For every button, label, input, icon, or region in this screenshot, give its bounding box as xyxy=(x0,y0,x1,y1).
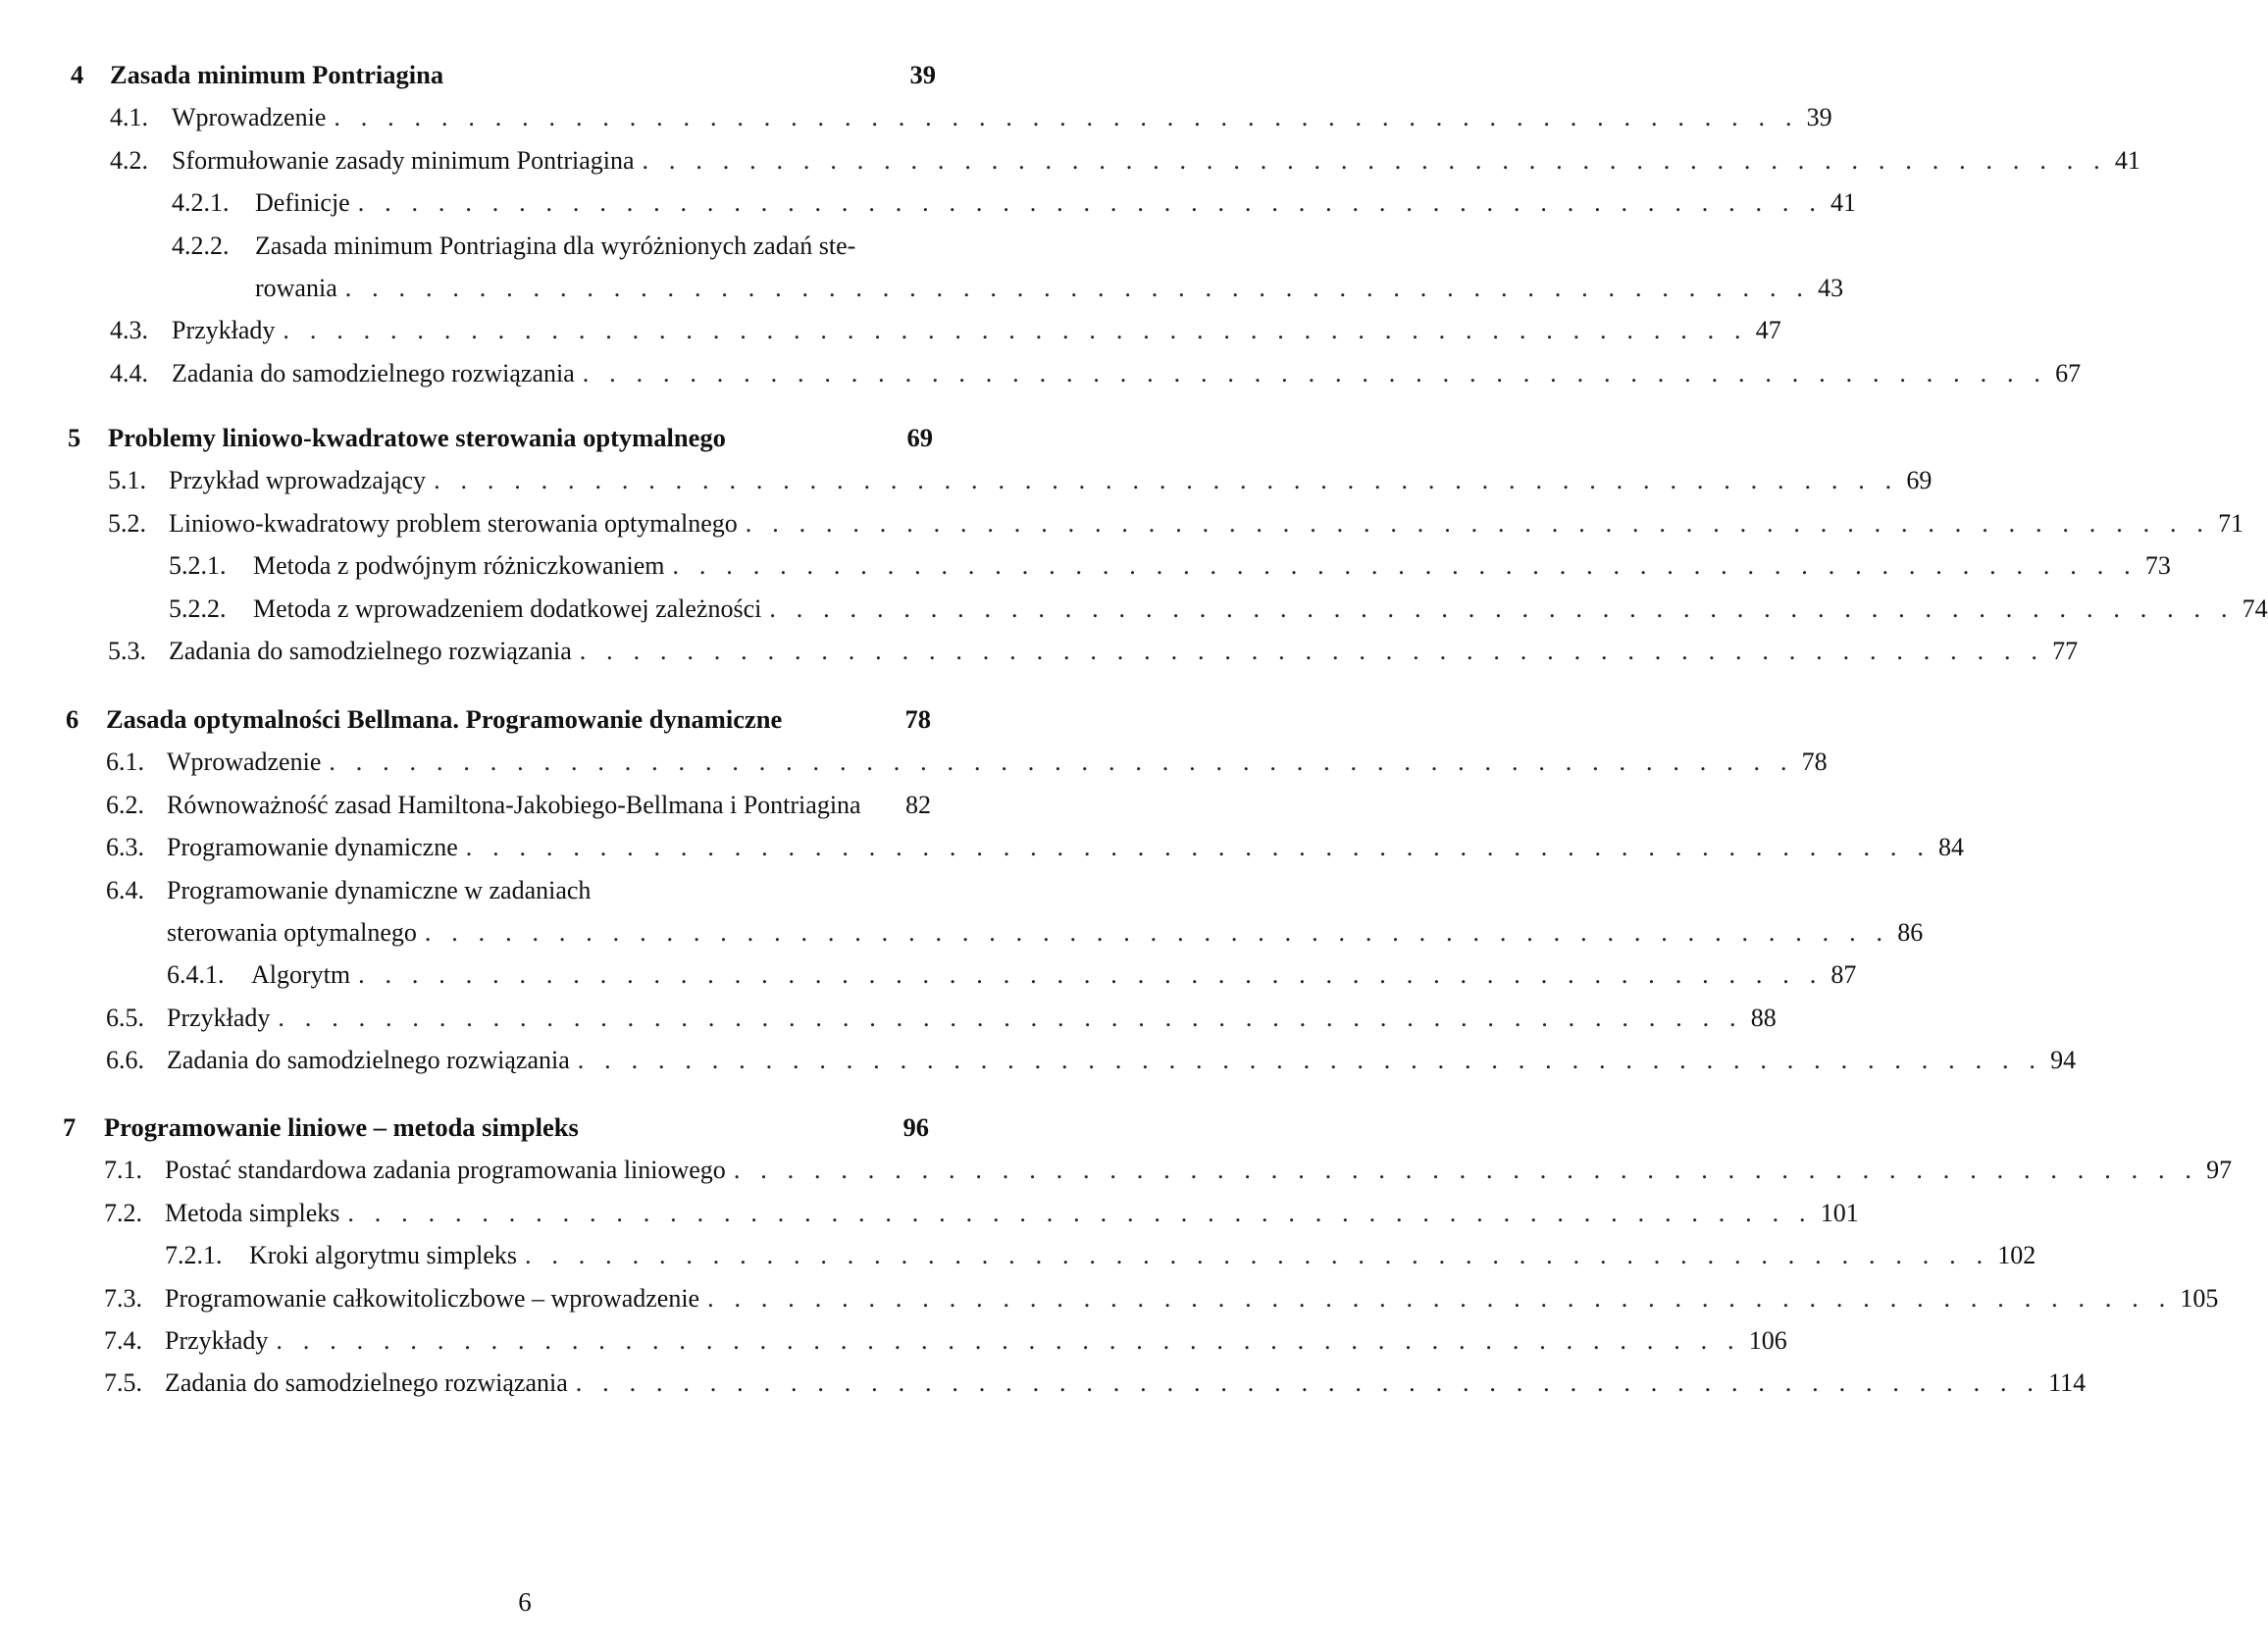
chapter-heading[interactable] xyxy=(66,705,931,735)
toc-entry[interactable] xyxy=(108,466,1933,496)
dot-leader: . . . . . . . . . . . . . . . . . . . . . . . . . . . . . . . . . . . . . . . . . . . . . . . . . . . . . . . xyxy=(358,960,1824,990)
page-ref: 73 xyxy=(2144,551,2171,581)
page-ref: 88 xyxy=(1750,1003,1777,1032)
entry-number: 4.1. xyxy=(110,103,148,132)
entry-number: 6.5. xyxy=(106,1003,144,1032)
dot-leader: . . . . . . . . . . . . . . . . . . . . . . . . . . . . . . . . . . . . . . . . . . . . . . . . . . . . . . . xyxy=(424,918,1890,947)
page-ref: 94 xyxy=(2050,1046,2077,1075)
entry-title: Metoda z podwójnym różniczkowaniem xyxy=(253,551,665,581)
entry-number: 7.3. xyxy=(104,1283,142,1313)
page-ref: 101 xyxy=(1820,1198,1859,1227)
page-ref: 86 xyxy=(1897,918,1924,947)
toc-entry[interactable] xyxy=(169,551,2171,582)
entry-number: 5.2. xyxy=(108,508,146,538)
dot-leader: . . . . . . . . . . . . . . . . . . . . . . . . . . . . . . . . . . . . . . . . . . . . . . . . . . . . . . . xyxy=(347,1198,1813,1227)
entry-number: 7.4. xyxy=(104,1326,142,1355)
chapter-heading[interactable] xyxy=(71,61,936,90)
entry-title: Postać standardowa zadania programowania liniowego xyxy=(165,1156,726,1185)
toc-entry[interactable] xyxy=(110,103,1832,133)
toc-entry[interactable] xyxy=(106,1003,1777,1034)
toc-entry[interactable] xyxy=(106,877,931,906)
toc-entry[interactable] xyxy=(106,792,931,821)
entry-number: 4.2.1. xyxy=(172,188,230,218)
entry-number: 4.2. xyxy=(110,145,148,175)
page-ref: 39 xyxy=(1806,103,1832,132)
toc-entry[interactable] xyxy=(165,1241,2036,1271)
entry-number: 7.2. xyxy=(104,1198,142,1227)
dot-leader: . . . . . . . . . . . . . . . . . . . . . . . . . . . . . . . . . . . . . . . . . . . . . . . . . . . . . . . xyxy=(357,188,1824,218)
toc-entry[interactable] xyxy=(169,593,2268,625)
toc-entry[interactable] xyxy=(108,508,2244,540)
entry-title: Przykłady xyxy=(167,1003,271,1032)
page-ref: 67 xyxy=(2055,358,2082,387)
toc-entry[interactable] xyxy=(106,748,1828,778)
toc-entry[interactable] xyxy=(108,637,2079,667)
dot-leader: . . . . . . . . . . . . . . . . . . . . . . . . . . . . . . . . . . . . . . . . . . . . . . . . . . . . . . . xyxy=(524,1241,1990,1270)
entry-title: sterowania optymalnego xyxy=(167,918,417,947)
dot-leader: . . . . . . . . . . . . . . . . . . . . . . . . . . . . . . . . . . . . . . . . . . . . . . . . . . . . . . . xyxy=(707,1283,2173,1313)
toc-entry[interactable] xyxy=(110,145,2140,177)
toc-entry[interactable] xyxy=(110,316,1781,346)
page-ref: 84 xyxy=(1938,833,1965,862)
entry-title: Metoda z wprowadzeniem dodatkowej zależności xyxy=(253,593,762,623)
entry-number: 4.3. xyxy=(110,316,148,345)
toc-entry[interactable] xyxy=(110,358,2082,389)
page-ref: 114 xyxy=(2048,1368,2087,1398)
entry-title: Zasada minimum Pontriagina dla wyróżnionych zadań ste- xyxy=(255,231,856,260)
entry-number: 7.1. xyxy=(104,1156,142,1185)
entry-title: Wprowadzenie xyxy=(167,748,322,777)
page-ref: 78 xyxy=(904,704,931,734)
entry-title: Metoda simpleks xyxy=(165,1198,340,1227)
entry-title: Przykłady xyxy=(165,1326,269,1355)
toc-entry[interactable] xyxy=(104,1326,1787,1357)
dot-leader: . . . . . . . . . . . . . . . . . . . . . . . . . . . . . . . . . . . . . . . . . . . . . . . . . . . . . . . xyxy=(434,466,1899,495)
chapter-title: Zasada minimum Pontriagina xyxy=(110,60,444,89)
dot-leader: . . . . . . . . . . . . . . . . . . . . . . . . . . . . . . . . . . . . . . . . . . . . . . . . . . . . . . . xyxy=(329,748,1794,777)
page-ref: 71 xyxy=(2218,508,2244,538)
dot-leader: . . . . . . . . . . . . . . . . . . . . . . . . . . . . . . . . . . . . . . . . . . . . . . . . . . . . . . . xyxy=(278,1003,1743,1032)
entry-number: 7.2.1. xyxy=(165,1241,223,1270)
entry-title: Zadania do samodzielnego rozwiązania xyxy=(165,1368,568,1398)
entry-number: 6.1. xyxy=(106,748,144,777)
entry-title: Kroki algorytmu simpleks xyxy=(249,1241,517,1270)
page-ref: 47 xyxy=(1755,316,1781,345)
entry-number: 7 xyxy=(63,1112,77,1142)
entry-number: 6.4.1. xyxy=(167,960,225,990)
page-ref: 82 xyxy=(905,790,931,819)
entry-number: 6.6. xyxy=(106,1046,144,1075)
entry-title: Algorytm xyxy=(251,960,351,990)
entry-number: 4 xyxy=(71,60,84,89)
toc-entry[interactable] xyxy=(104,1283,2219,1315)
dot-leader: . . . . . . . . . . . . . . . . . . . . . . . . . . . . . . . . . . . . . . . . . . . . . . . . . . . . . . . xyxy=(344,274,1811,302)
chapter-heading[interactable] xyxy=(63,1113,929,1143)
entry-title: Przykłady xyxy=(172,316,276,345)
page-ref: 74 xyxy=(2242,593,2268,623)
dot-leader: . . . . . . . . . . . . . . . . . . . . . . . . . . . . . . . . . . . . . . . . . . . . . . . . . . . . . . . xyxy=(276,1326,1741,1355)
dot-leader: . . . . . . . . . . . . . . . . . . . . . . . . . . . . . . . . . . . . . . . . . . . . . . . . . . . . . . . xyxy=(334,103,1799,132)
entry-title: Przykład wprowadzający xyxy=(169,466,427,495)
entry-number: 5.2.2. xyxy=(169,593,227,623)
toc-entry[interactable] xyxy=(106,833,1965,863)
chapter-title: Problemy liniowo-kwadratowe sterowania optymalnego xyxy=(108,423,726,452)
entry-title: Zadania do samodzielnego rozwiązania xyxy=(172,358,575,387)
entry-number: 5.1. xyxy=(108,466,146,495)
entry-number: 6 xyxy=(66,704,79,734)
toc-entry[interactable] xyxy=(104,1156,2233,1186)
chapter-title: Programowanie liniowe – metoda simpleks xyxy=(104,1112,579,1142)
entry-title: Sformułowanie zasady minimum Pontriagina xyxy=(172,145,635,175)
page-ref: 43 xyxy=(1818,274,1844,302)
page-ref: 77 xyxy=(2052,637,2079,665)
dot-leader: . . . . . . . . . . . . . . . . . . . . . . . . . . . . . . . . . . . . . . . . . . . . . . . . . . . . . . . xyxy=(769,593,2235,623)
dot-leader: . . . . . . . . . . . . . . . . . . . . . . . . . . . . . . . . . . . . . . . . . . . . . . . . . . . . . . . xyxy=(465,833,1932,862)
chapter-heading[interactable] xyxy=(68,424,933,453)
entry-title: Liniowo-kwadratowy problem sterowania optymalnego xyxy=(169,508,738,538)
page-ref: 41 xyxy=(2114,145,2140,175)
toc-entry[interactable] xyxy=(104,1368,2087,1399)
dot-leader: . . . . . . . . . . . . . . . . . . . . . . . . . . . . . . . . . . . . . . . . . . . . . . . . . . . . . . . xyxy=(642,145,2107,175)
entry-number: 6.4. xyxy=(106,875,144,904)
toc-entry[interactable] xyxy=(167,960,1857,991)
toc-entry[interactable] xyxy=(172,232,936,262)
page-ref: 69 xyxy=(906,423,933,452)
entry-title: Równoważność zasad Hamiltona-Jakobiego-Bellmana i Pontriagina xyxy=(167,790,861,819)
dot-leader: . . . . . . . . . . . . . . . . . . . . . . . . . . . . . . . . . . . . . . . . . . . . . . . . . . . . . . . xyxy=(577,1046,2043,1075)
page-ref: 87 xyxy=(1830,960,1857,990)
chapter-title: Zasada optymalności Bellmana. Programowanie dynamiczne xyxy=(106,704,783,734)
entry-number: 4.2.2. xyxy=(172,231,230,260)
entry-number: 6.3. xyxy=(106,833,144,862)
entry-title: rowania xyxy=(255,274,337,302)
dot-leader: . . . . . . . . . . . . . . . . . . . . . . . . . . . . . . . . . . . . . . . . . . . . . . . . . . . . . . . xyxy=(283,316,1748,345)
toc-entry-continuation[interactable] xyxy=(255,274,1844,304)
entry-title: Programowanie dynamiczne w zadaniach xyxy=(167,875,592,904)
page-ref: 39 xyxy=(909,60,936,89)
toc-entry[interactable] xyxy=(104,1198,1859,1229)
dot-leader: . . . . . . . . . . . . . . . . . . . . . . . . . . . . . . . . . . . . . . . . . . . . . . . . . . . . . . . xyxy=(575,1368,2041,1398)
entry-title: Zadania do samodzielnego rozwiązania xyxy=(167,1046,570,1075)
entry-title: Programowanie dynamiczne xyxy=(167,833,458,862)
page-ref: 78 xyxy=(1801,748,1828,777)
entry-number: 4.4. xyxy=(110,358,148,387)
entry-title: Wprowadzenie xyxy=(172,103,327,132)
entry-number: 5 xyxy=(68,423,81,452)
page-ref: 102 xyxy=(1997,1241,2036,1270)
toc-entry[interactable] xyxy=(106,1046,2077,1076)
dot-leader: . . . . . . . . . . . . . . . . . . . . . . . . . . . . . . . . . . . . . . . . . . . . . . . . . . . . . . . xyxy=(733,1156,2199,1185)
toc-entry-continuation[interactable] xyxy=(167,918,1924,949)
entry-number: 5.3. xyxy=(108,637,146,665)
entry-title: Programowanie całkowitoliczbowe – wprowadzenie xyxy=(165,1283,700,1313)
page-ref: 41 xyxy=(1830,188,1857,218)
page-ref: 69 xyxy=(1906,466,1933,495)
entry-title: Zadania do samodzielnego rozwiązania xyxy=(169,637,572,665)
entry-number: 5.2.1. xyxy=(169,551,227,581)
entry-number: 7.5. xyxy=(104,1368,142,1398)
dot-leader: . . . . . . . . . . . . . . . . . . . . . . . . . . . . . . . . . . . . . . . . . . . . . . . . . . . . . . . xyxy=(582,358,2048,387)
page-ref: 106 xyxy=(1748,1326,1787,1355)
toc-entry[interactable] xyxy=(172,188,1857,219)
dot-leader: . . . . . . . . . . . . . . . . . . . . . . . . . . . . . . . . . . . . . . . . . . . . . . . . . . . . . . . xyxy=(579,637,2045,665)
entry-title: Definicje xyxy=(255,188,350,218)
page-ref: 97 xyxy=(2206,1156,2233,1185)
dot-leader: . . . . . . . . . . . . . . . . . . . . . . . . . . . . . . . . . . . . . . . . . . . . . . . . . . . . . . . xyxy=(672,551,2138,581)
page-number: 6 xyxy=(518,1587,532,1617)
page-ref: 96 xyxy=(902,1112,929,1142)
dot-leader: . . . . . . . . . . . . . . . . . . . . . . . . . . . . . . . . . . . . . . . . . . . . . . . . . . . . . . . xyxy=(745,508,2211,538)
entry-number: 6.2. xyxy=(106,790,144,819)
page-ref: 105 xyxy=(2180,1283,2219,1313)
